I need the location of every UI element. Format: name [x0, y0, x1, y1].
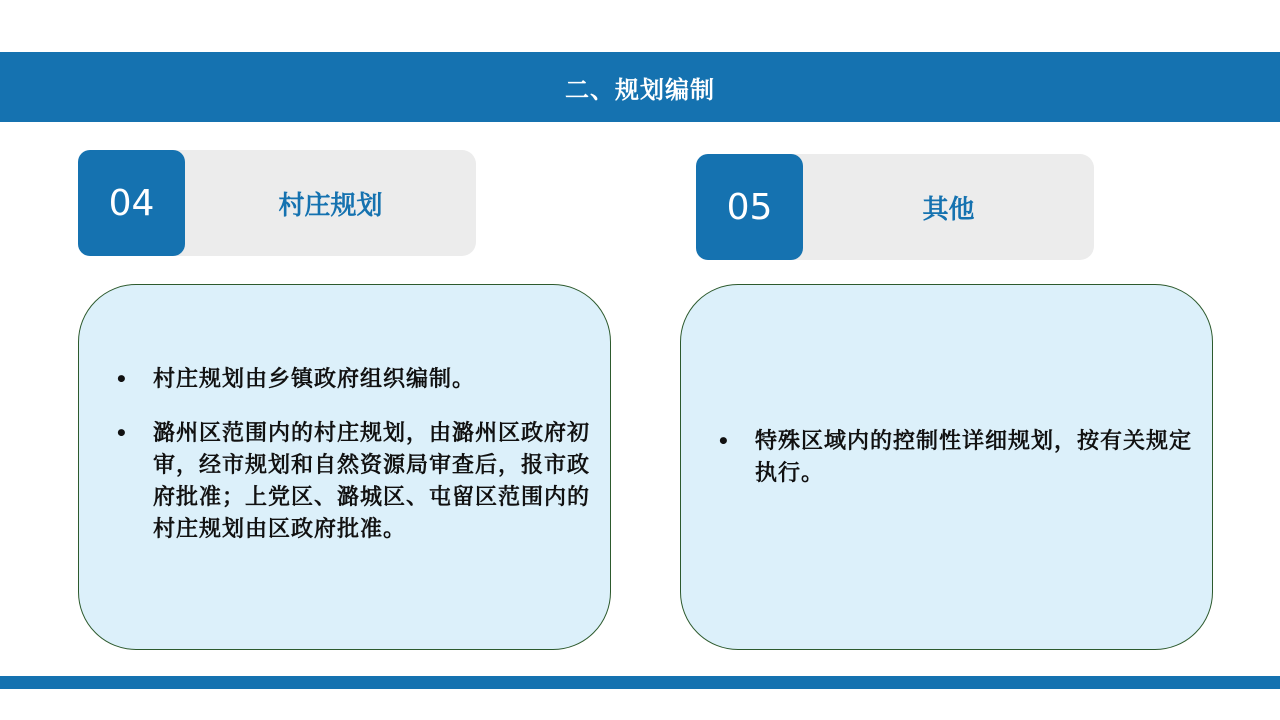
- list-item: [115, 417, 605, 545]
- content-box-other: [680, 284, 1213, 650]
- bullet-text: 潞州区范围内的村庄规划，由潞州区政府初审，经市规划和自然资源局审查后，报市政府批准；上党区、潞城区、屯留区范围内的村庄规划由区政府批准。: [153, 420, 591, 542]
- bullet-text: 村庄规划由乡镇政府组织编制。: [153, 366, 476, 392]
- list-item: [717, 425, 1207, 489]
- section-tab-other: [696, 154, 1094, 260]
- bullet-icon: •: [115, 367, 129, 391]
- section-number: 04: [78, 150, 185, 256]
- content-box-village-planning: [78, 284, 611, 650]
- bullet-icon: •: [717, 429, 731, 453]
- bullet-icon: •: [115, 421, 129, 445]
- list-item: [115, 363, 605, 395]
- section-title: 其他: [922, 194, 975, 225]
- section-title: 村庄规划: [278, 190, 383, 221]
- section-tab-village-planning: [78, 150, 476, 256]
- page-title: 二、规划编制: [565, 74, 715, 104]
- bullet-list: [115, 363, 605, 567]
- header-bar: [0, 52, 1280, 122]
- footer-bar: [0, 676, 1280, 689]
- section-number: 05: [696, 154, 803, 260]
- bullet-list: [717, 425, 1207, 511]
- bullet-text: 特殊区域内的控制性详细规划，按有关规定执行。: [755, 428, 1193, 486]
